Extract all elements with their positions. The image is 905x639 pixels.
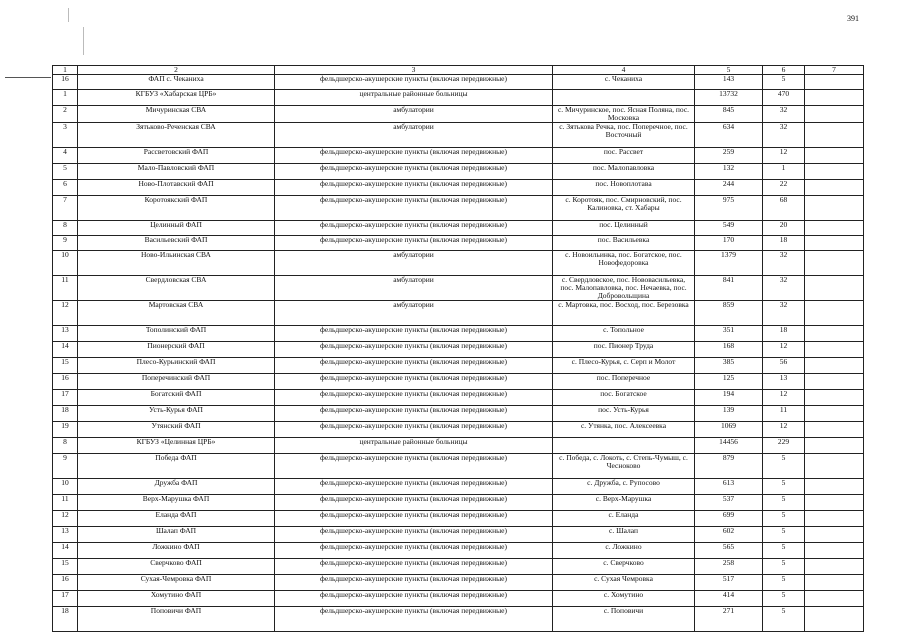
facility-type-cell: амбулатории <box>275 276 553 301</box>
facility-name-cell: Васильевский ФАП <box>78 236 275 251</box>
count-cell: 12 <box>763 390 805 406</box>
column-number: 1 <box>53 66 78 75</box>
column-number: 3 <box>275 66 553 75</box>
column-7-cell <box>805 221 864 236</box>
service-area-cell: с. Сверчково <box>553 559 695 575</box>
facility-name-cell: Свердловская СВА <box>78 276 275 301</box>
column-number: 5 <box>695 66 763 75</box>
scan-mark <box>68 8 69 22</box>
population-cell: 845 <box>695 106 763 123</box>
row-number-cell: 17 <box>53 591 78 607</box>
facility-name-cell: Плесо-Курьинский ФАП <box>78 358 275 374</box>
service-area-cell: с. Верх-Марушка <box>553 495 695 511</box>
facility-type-cell: центральные районные больницы <box>275 90 553 106</box>
facility-type-cell: фельдшерско-акушерские пункты (включая передвижные) <box>275 374 553 390</box>
count-cell: 5 <box>763 575 805 591</box>
table-row <box>53 390 864 406</box>
facility-name-cell: Коротоякский ФАП <box>78 196 275 221</box>
population-cell: 132 <box>695 164 763 180</box>
column-7-cell <box>805 406 864 422</box>
count-cell: 12 <box>763 342 805 358</box>
service-area-cell: пос. Поперечное <box>553 374 695 390</box>
facility-type-cell: фельдшерско-акушерские пункты (включая передвижные) <box>275 164 553 180</box>
row-number-cell: 7 <box>53 196 78 221</box>
facility-type-cell: фельдшерско-акушерские пункты (включая передвижные) <box>275 358 553 374</box>
facility-type-cell: центральные районные больницы <box>275 438 553 454</box>
table-row <box>53 90 864 106</box>
population-cell: 613 <box>695 479 763 495</box>
column-7-cell <box>805 390 864 406</box>
service-area-cell: с. Сухая Чемровка <box>553 575 695 591</box>
row-number-cell: 3 <box>53 123 78 148</box>
facility-name-cell: Мало-Павловский ФАП <box>78 164 275 180</box>
facility-type-cell: фельдшерско-акушерские пункты (включая передвижные) <box>275 511 553 527</box>
service-area-cell: пос. Пионер Труда <box>553 342 695 358</box>
service-area-cell <box>553 438 695 454</box>
row-number-cell: 13 <box>53 527 78 543</box>
count-cell: 5 <box>763 75 805 90</box>
column-7-cell <box>805 543 864 559</box>
population-cell: 1379 <box>695 251 763 276</box>
row-number-cell: 10 <box>53 251 78 276</box>
table-row <box>53 164 864 180</box>
page-number: 391 <box>847 14 859 23</box>
facility-name-cell: Рассветовский ФАП <box>78 148 275 164</box>
column-7-cell <box>805 479 864 495</box>
table-row <box>53 438 864 454</box>
column-7-cell <box>805 575 864 591</box>
table-row <box>53 342 864 358</box>
count-cell: 5 <box>763 591 805 607</box>
facility-type-cell: фельдшерско-акушерские пункты (включая передвижные) <box>275 326 553 342</box>
column-7-cell <box>805 559 864 575</box>
service-area-cell: с. Дружба, с. Рупосово <box>553 479 695 495</box>
facility-type-cell: фельдшерско-акушерские пункты (включая передвижные) <box>275 390 553 406</box>
count-cell: 12 <box>763 148 805 164</box>
table-row <box>53 75 864 90</box>
column-number: 7 <box>805 66 864 75</box>
column-7-cell <box>805 374 864 390</box>
facility-name-cell: Хомутино ФАП <box>78 591 275 607</box>
count-cell: 32 <box>763 106 805 123</box>
service-area-cell: пос. Малопавловка <box>553 164 695 180</box>
column-7-cell <box>805 495 864 511</box>
service-area-cell: с. Победа, с. Локоть, с. Степь-Чумыш, с. Чесноково <box>553 454 695 479</box>
column-7-cell <box>805 454 864 479</box>
row-number-cell: 10 <box>53 479 78 495</box>
service-area-cell: с. Хомутино <box>553 591 695 607</box>
facility-type-cell: фельдшерско-акушерские пункты (включая передвижные) <box>275 591 553 607</box>
population-cell: 168 <box>695 342 763 358</box>
row-number-cell: 14 <box>53 543 78 559</box>
row-number-cell: 16 <box>53 575 78 591</box>
table-row <box>53 543 864 559</box>
facility-type-cell: фельдшерско-акушерские пункты (включая передвижные) <box>275 406 553 422</box>
table-row <box>53 236 864 251</box>
service-area-cell: с. Мичуринское, пос. Ясная Поляна, пос. Московка <box>553 106 695 123</box>
row-number-cell: 18 <box>53 607 78 632</box>
count-cell: 32 <box>763 123 805 148</box>
table-row <box>53 251 864 276</box>
facility-name-cell: Сухая-Чемровка ФАП <box>78 575 275 591</box>
facility-name-cell: Богатский ФАП <box>78 390 275 406</box>
population-cell: 13732 <box>695 90 763 106</box>
facility-name-cell: КГБУЗ «Целинная ЦРБ» <box>78 438 275 454</box>
facility-type-cell: фельдшерско-акушерские пункты (включая передвижные) <box>275 196 553 221</box>
service-area-cell: пос. Богатское <box>553 390 695 406</box>
row-number-cell: 9 <box>53 236 78 251</box>
table-row <box>53 301 864 326</box>
population-cell: 975 <box>695 196 763 221</box>
population-cell: 194 <box>695 390 763 406</box>
row-number-cell: 1 <box>53 90 78 106</box>
service-area-cell: с. Топольное <box>553 326 695 342</box>
service-area-cell: с. Новоильинка, пос. Богатское, пос. Новофедоровка <box>553 251 695 276</box>
service-area-cell: с. Поповичи <box>553 607 695 632</box>
column-number-row <box>53 66 864 75</box>
column-7-cell <box>805 438 864 454</box>
column-7-cell <box>805 276 864 301</box>
service-area-cell: с. Утянка, пос. Алексеевка <box>553 422 695 438</box>
service-area-cell: с. Коротояк, пос. Смирновский, пос. Калиновка, ст. Хабары <box>553 196 695 221</box>
facility-name-cell: Целинный ФАП <box>78 221 275 236</box>
column-number: 4 <box>553 66 695 75</box>
count-cell: 68 <box>763 196 805 221</box>
column-7-cell <box>805 358 864 374</box>
service-area-cell: с. Плесо-Курья, с. Серп и Молот <box>553 358 695 374</box>
facility-name-cell: Ложкино ФАП <box>78 543 275 559</box>
population-cell: 1069 <box>695 422 763 438</box>
count-cell: 12 <box>763 422 805 438</box>
population-cell: 841 <box>695 276 763 301</box>
column-7-cell <box>805 164 864 180</box>
count-cell: 13 <box>763 374 805 390</box>
row-number-cell: 11 <box>53 495 78 511</box>
facility-name-cell: Утянский ФАП <box>78 422 275 438</box>
facility-type-cell: фельдшерско-акушерские пункты (включая передвижные) <box>275 543 553 559</box>
service-area-cell: пос. Усть-Курья <box>553 406 695 422</box>
table-row <box>53 326 864 342</box>
table-row <box>53 148 864 164</box>
facility-name-cell: ФАП с. Чеканиха <box>78 75 275 90</box>
count-cell: 5 <box>763 559 805 575</box>
count-cell: 229 <box>763 438 805 454</box>
population-cell: 565 <box>695 543 763 559</box>
table-row <box>53 495 864 511</box>
facility-type-cell: фельдшерско-акушерские пункты (включая передвижные) <box>275 180 553 196</box>
column-7-cell <box>805 236 864 251</box>
count-cell: 5 <box>763 495 805 511</box>
table-row <box>53 575 864 591</box>
count-cell: 5 <box>763 543 805 559</box>
count-cell: 11 <box>763 406 805 422</box>
table-row <box>53 406 864 422</box>
population-cell: 859 <box>695 301 763 326</box>
row-number-cell: 16 <box>53 374 78 390</box>
facility-type-cell: фельдшерско-акушерские пункты (включая передвижные) <box>275 559 553 575</box>
column-7-cell <box>805 591 864 607</box>
column-7-cell <box>805 196 864 221</box>
column-7-cell <box>805 180 864 196</box>
service-area-cell: с. Свердловское, пос. Нововасильевка, пос. Малопавловка, пос. Нечаевка, пос. Добровольщина <box>553 276 695 301</box>
column-7-cell <box>805 527 864 543</box>
population-cell: 537 <box>695 495 763 511</box>
service-area-cell: пос. Васильевка <box>553 236 695 251</box>
row-number-cell: 11 <box>53 276 78 301</box>
population-cell: 143 <box>695 75 763 90</box>
facility-type-cell: фельдшерско-акушерские пункты (включая передвижные) <box>275 454 553 479</box>
row-number-cell: 6 <box>53 180 78 196</box>
scan-mark <box>83 27 84 55</box>
column-7-cell <box>805 326 864 342</box>
table-row <box>53 479 864 495</box>
count-cell: 32 <box>763 276 805 301</box>
table-row <box>53 559 864 575</box>
facility-name-cell: Ново-Плотавский ФАП <box>78 180 275 196</box>
table-row <box>53 196 864 221</box>
facility-name-cell: Ново-Ильинская СВА <box>78 251 275 276</box>
service-area-cell: с. Еланда <box>553 511 695 527</box>
row-number-cell: 15 <box>53 559 78 575</box>
count-cell: 32 <box>763 301 805 326</box>
count-cell: 56 <box>763 358 805 374</box>
table-row <box>53 511 864 527</box>
facility-name-cell: Еланда ФАП <box>78 511 275 527</box>
facility-name-cell: Дружба ФАП <box>78 479 275 495</box>
row-number-cell: 18 <box>53 406 78 422</box>
population-cell: 14456 <box>695 438 763 454</box>
facility-type-cell: амбулатории <box>275 251 553 276</box>
facility-type-cell: фельдшерско-акушерские пункты (включая передвижные) <box>275 422 553 438</box>
population-cell: 602 <box>695 527 763 543</box>
row-number-cell: 2 <box>53 106 78 123</box>
population-cell: 414 <box>695 591 763 607</box>
row-number-cell: 12 <box>53 511 78 527</box>
count-cell: 5 <box>763 527 805 543</box>
facility-type-cell: фельдшерско-акушерские пункты (включая передвижные) <box>275 575 553 591</box>
facility-name-cell: Тополинский ФАП <box>78 326 275 342</box>
facility-type-cell: амбулатории <box>275 106 553 123</box>
service-area-cell: с. Ложкино <box>553 543 695 559</box>
column-7-cell <box>805 342 864 358</box>
facility-name-cell: Мичуринская СВА <box>78 106 275 123</box>
service-area-cell: с. Мартовка, пос. Восход, пос. Березовка <box>553 301 695 326</box>
row-number-cell: 19 <box>53 422 78 438</box>
population-cell: 170 <box>695 236 763 251</box>
facility-name-cell: Верх-Марушка ФАП <box>78 495 275 511</box>
facility-name-cell: Зятьково-Реченская СВА <box>78 123 275 148</box>
population-cell: 549 <box>695 221 763 236</box>
count-cell: 32 <box>763 251 805 276</box>
column-7-cell <box>805 148 864 164</box>
facility-type-cell: фельдшерско-акушерские пункты (включая передвижные) <box>275 607 553 632</box>
table-row <box>53 527 864 543</box>
service-area-cell: с. Чеканиха <box>553 75 695 90</box>
count-cell: 5 <box>763 607 805 632</box>
facility-name-cell: Победа ФАП <box>78 454 275 479</box>
population-cell: 125 <box>695 374 763 390</box>
facility-type-cell: фельдшерско-акушерские пункты (включая передвижные) <box>275 236 553 251</box>
column-number: 6 <box>763 66 805 75</box>
service-area-cell: пос. Целинный <box>553 221 695 236</box>
table-row <box>53 123 864 148</box>
population-cell: 634 <box>695 123 763 148</box>
row-number-cell: 5 <box>53 164 78 180</box>
facility-name-cell: Мартовская СВА <box>78 301 275 326</box>
count-cell: 20 <box>763 221 805 236</box>
facility-name-cell: Сверчково ФАП <box>78 559 275 575</box>
row-number-cell: 14 <box>53 342 78 358</box>
count-cell: 5 <box>763 454 805 479</box>
facility-name-cell: Поперечинский ФАП <box>78 374 275 390</box>
service-area-cell: пос. Новоплотава <box>553 180 695 196</box>
facility-name-cell: Пионерский ФАП <box>78 342 275 358</box>
population-cell: 517 <box>695 575 763 591</box>
population-cell: 244 <box>695 180 763 196</box>
table-row <box>53 358 864 374</box>
facility-name-cell: Поповичи ФАП <box>78 607 275 632</box>
column-7-cell <box>805 106 864 123</box>
row-number-cell: 16 <box>53 75 78 90</box>
count-cell: 18 <box>763 326 805 342</box>
service-area-cell: с. Зятькова Речка, пос. Поперечное, пос. Восточный <box>553 123 695 148</box>
count-cell: 22 <box>763 180 805 196</box>
count-cell: 1 <box>763 164 805 180</box>
table-row <box>53 591 864 607</box>
population-cell: 259 <box>695 148 763 164</box>
row-number-cell: 8 <box>53 438 78 454</box>
population-cell: 139 <box>695 406 763 422</box>
facility-type-cell: амбулатории <box>275 301 553 326</box>
facility-table <box>52 65 864 632</box>
column-7-cell <box>805 90 864 106</box>
row-number-cell: 4 <box>53 148 78 164</box>
row-number-cell: 12 <box>53 301 78 326</box>
column-7-cell <box>805 123 864 148</box>
column-7-cell <box>805 607 864 632</box>
service-area-cell: с. Шалап <box>553 527 695 543</box>
table-row <box>53 276 864 301</box>
row-number-cell: 17 <box>53 390 78 406</box>
count-cell: 470 <box>763 90 805 106</box>
column-7-cell <box>805 422 864 438</box>
facility-type-cell: амбулатории <box>275 123 553 148</box>
column-number: 2 <box>78 66 275 75</box>
facility-name-cell: Усть-Курья ФАП <box>78 406 275 422</box>
table-row <box>53 374 864 390</box>
population-cell: 385 <box>695 358 763 374</box>
row-number-cell: 15 <box>53 358 78 374</box>
column-7-cell <box>805 75 864 90</box>
row-number-cell: 13 <box>53 326 78 342</box>
facility-type-cell: фельдшерско-акушерские пункты (включая передвижные) <box>275 75 553 90</box>
population-cell: 271 <box>695 607 763 632</box>
column-7-cell <box>805 251 864 276</box>
service-area-cell: пос. Рассвет <box>553 148 695 164</box>
table-row <box>53 422 864 438</box>
row-number-cell: 8 <box>53 221 78 236</box>
population-cell: 351 <box>695 326 763 342</box>
facility-type-cell: фельдшерско-акушерские пункты (включая передвижные) <box>275 342 553 358</box>
population-cell: 258 <box>695 559 763 575</box>
facility-type-cell: фельдшерско-акушерские пункты (включая передвижные) <box>275 495 553 511</box>
table-row <box>53 454 864 479</box>
table-row <box>53 106 864 123</box>
column-7-cell <box>805 511 864 527</box>
facility-type-cell: фельдшерско-акушерские пункты (включая передвижные) <box>275 527 553 543</box>
margin-dash <box>5 77 51 78</box>
facility-type-cell: фельдшерско-акушерские пункты (включая передвижные) <box>275 221 553 236</box>
facility-type-cell: фельдшерско-акушерские пункты (включая передвижные) <box>275 148 553 164</box>
column-7-cell <box>805 301 864 326</box>
count-cell: 5 <box>763 511 805 527</box>
table-row <box>53 607 864 632</box>
table-row <box>53 221 864 236</box>
table-row <box>53 180 864 196</box>
count-cell: 18 <box>763 236 805 251</box>
facility-type-cell: фельдшерско-акушерские пункты (включая передвижные) <box>275 479 553 495</box>
facility-name-cell: КГБУЗ «Хабарская ЦРБ» <box>78 90 275 106</box>
count-cell: 5 <box>763 479 805 495</box>
facility-name-cell: Шалап ФАП <box>78 527 275 543</box>
row-number-cell: 9 <box>53 454 78 479</box>
population-cell: 879 <box>695 454 763 479</box>
service-area-cell <box>553 90 695 106</box>
population-cell: 699 <box>695 511 763 527</box>
